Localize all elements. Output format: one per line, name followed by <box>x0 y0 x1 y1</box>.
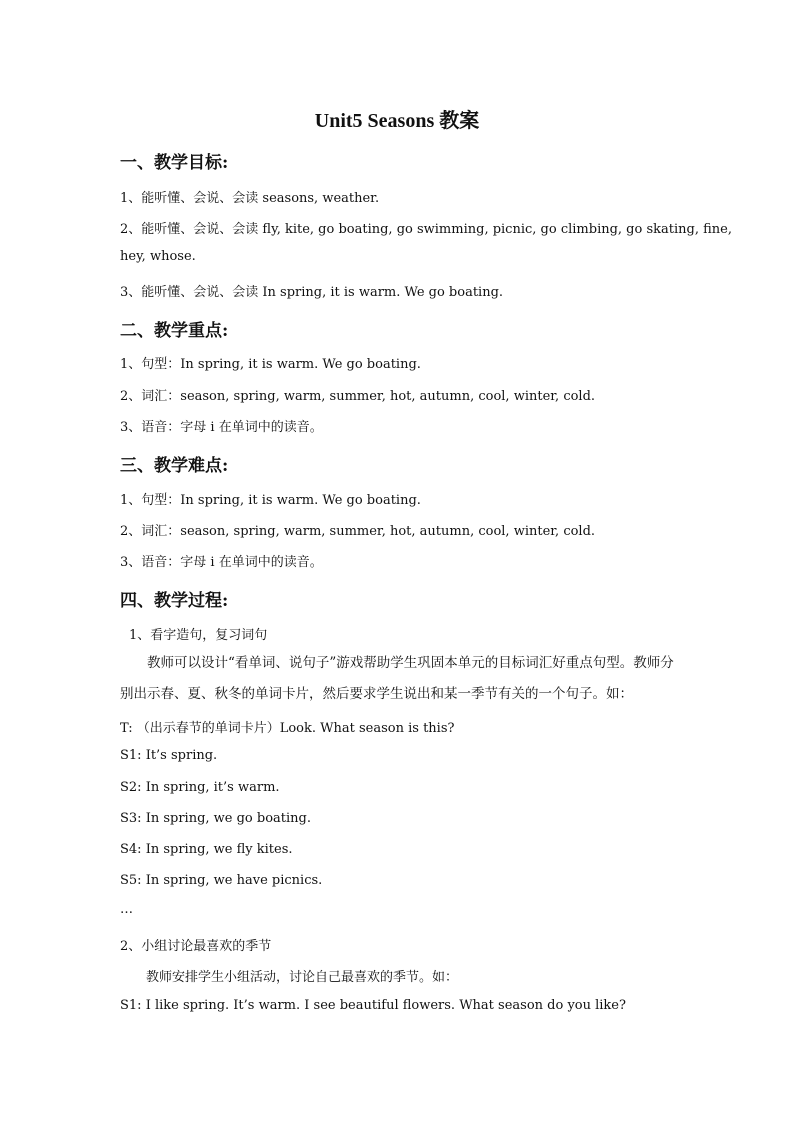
process-step-heading: 2、小组讨论最喜欢的季节 <box>120 939 272 954</box>
section-heading-objectives: 一、教学目标: <box>120 153 229 173</box>
difficulty-item: 2、词汇：season, spring, warm, summer, hot, autumn, cool, winter, cold. <box>120 524 596 539</box>
difficulty-item: 3、语音：字母 i 在单词中的读音。 <box>120 555 323 570</box>
key-point-item: 2、词汇：season, spring, warm, summer, hot, autumn, cool, winter, cold. <box>120 389 596 404</box>
objective-item: 3、能听懂、会说、会读 In spring, it is warm. We go boating. <box>120 285 504 300</box>
dialog-line: S1: It’s spring. <box>120 748 218 763</box>
dialog-line: S5: In spring, we have picnics. <box>120 873 323 888</box>
section-heading-process: 四、教学过程: <box>120 591 229 611</box>
section-heading-key-points: 二、教学重点: <box>120 321 229 341</box>
objective-item: 2、能听懂、会说、会读 fly, kite, go boating, go swimming, picnic, go climbing, go skating, fine, <box>120 222 732 237</box>
key-point-item: 3、语音：字母 i 在单词中的读音。 <box>120 420 323 435</box>
dialog-line: S1: I like spring. It’s warm. I see beautiful flowers. What season do you like? <box>120 998 626 1013</box>
process-paragraph: 教师可以设计“看单词、说句子”游戏帮助学生巩固本单元的目标词汇好重点句型。教师分别出示春、夏、秋冬的单词卡片，然后要求学生说出和某一季节有关的一个句子。如： <box>120 655 674 702</box>
key-point-item: 1、句型：In spring, it is warm. We go boating. <box>120 357 421 372</box>
process-paragraph: 教师安排学生小组活动，讨论自己最喜欢的季节。如： <box>146 970 459 985</box>
dialog-line: T: （出示春节的单词卡片）Look. What season is this? <box>120 721 455 736</box>
document-title: Unit5 Seasons 教案 <box>314 110 480 132</box>
process-step-heading: 1、看字造句，复习词句 <box>129 628 268 643</box>
dialog-line: S2: In spring, it’s warm. <box>120 780 280 795</box>
section-heading-difficulties: 三、教学难点: <box>120 456 229 476</box>
objective-item: 1、能听懂、会说、会读 seasons, weather. <box>120 191 380 206</box>
dialog-ellipsis: … <box>120 902 133 917</box>
dialog-line: S4: In spring, we fly kites. <box>120 842 293 857</box>
objective-item-continued: hey, whose. <box>120 249 196 264</box>
difficulty-item: 1、句型：In spring, it is warm. We go boating. <box>120 493 421 508</box>
dialog-line: S3: In spring, we go boating. <box>120 811 311 826</box>
